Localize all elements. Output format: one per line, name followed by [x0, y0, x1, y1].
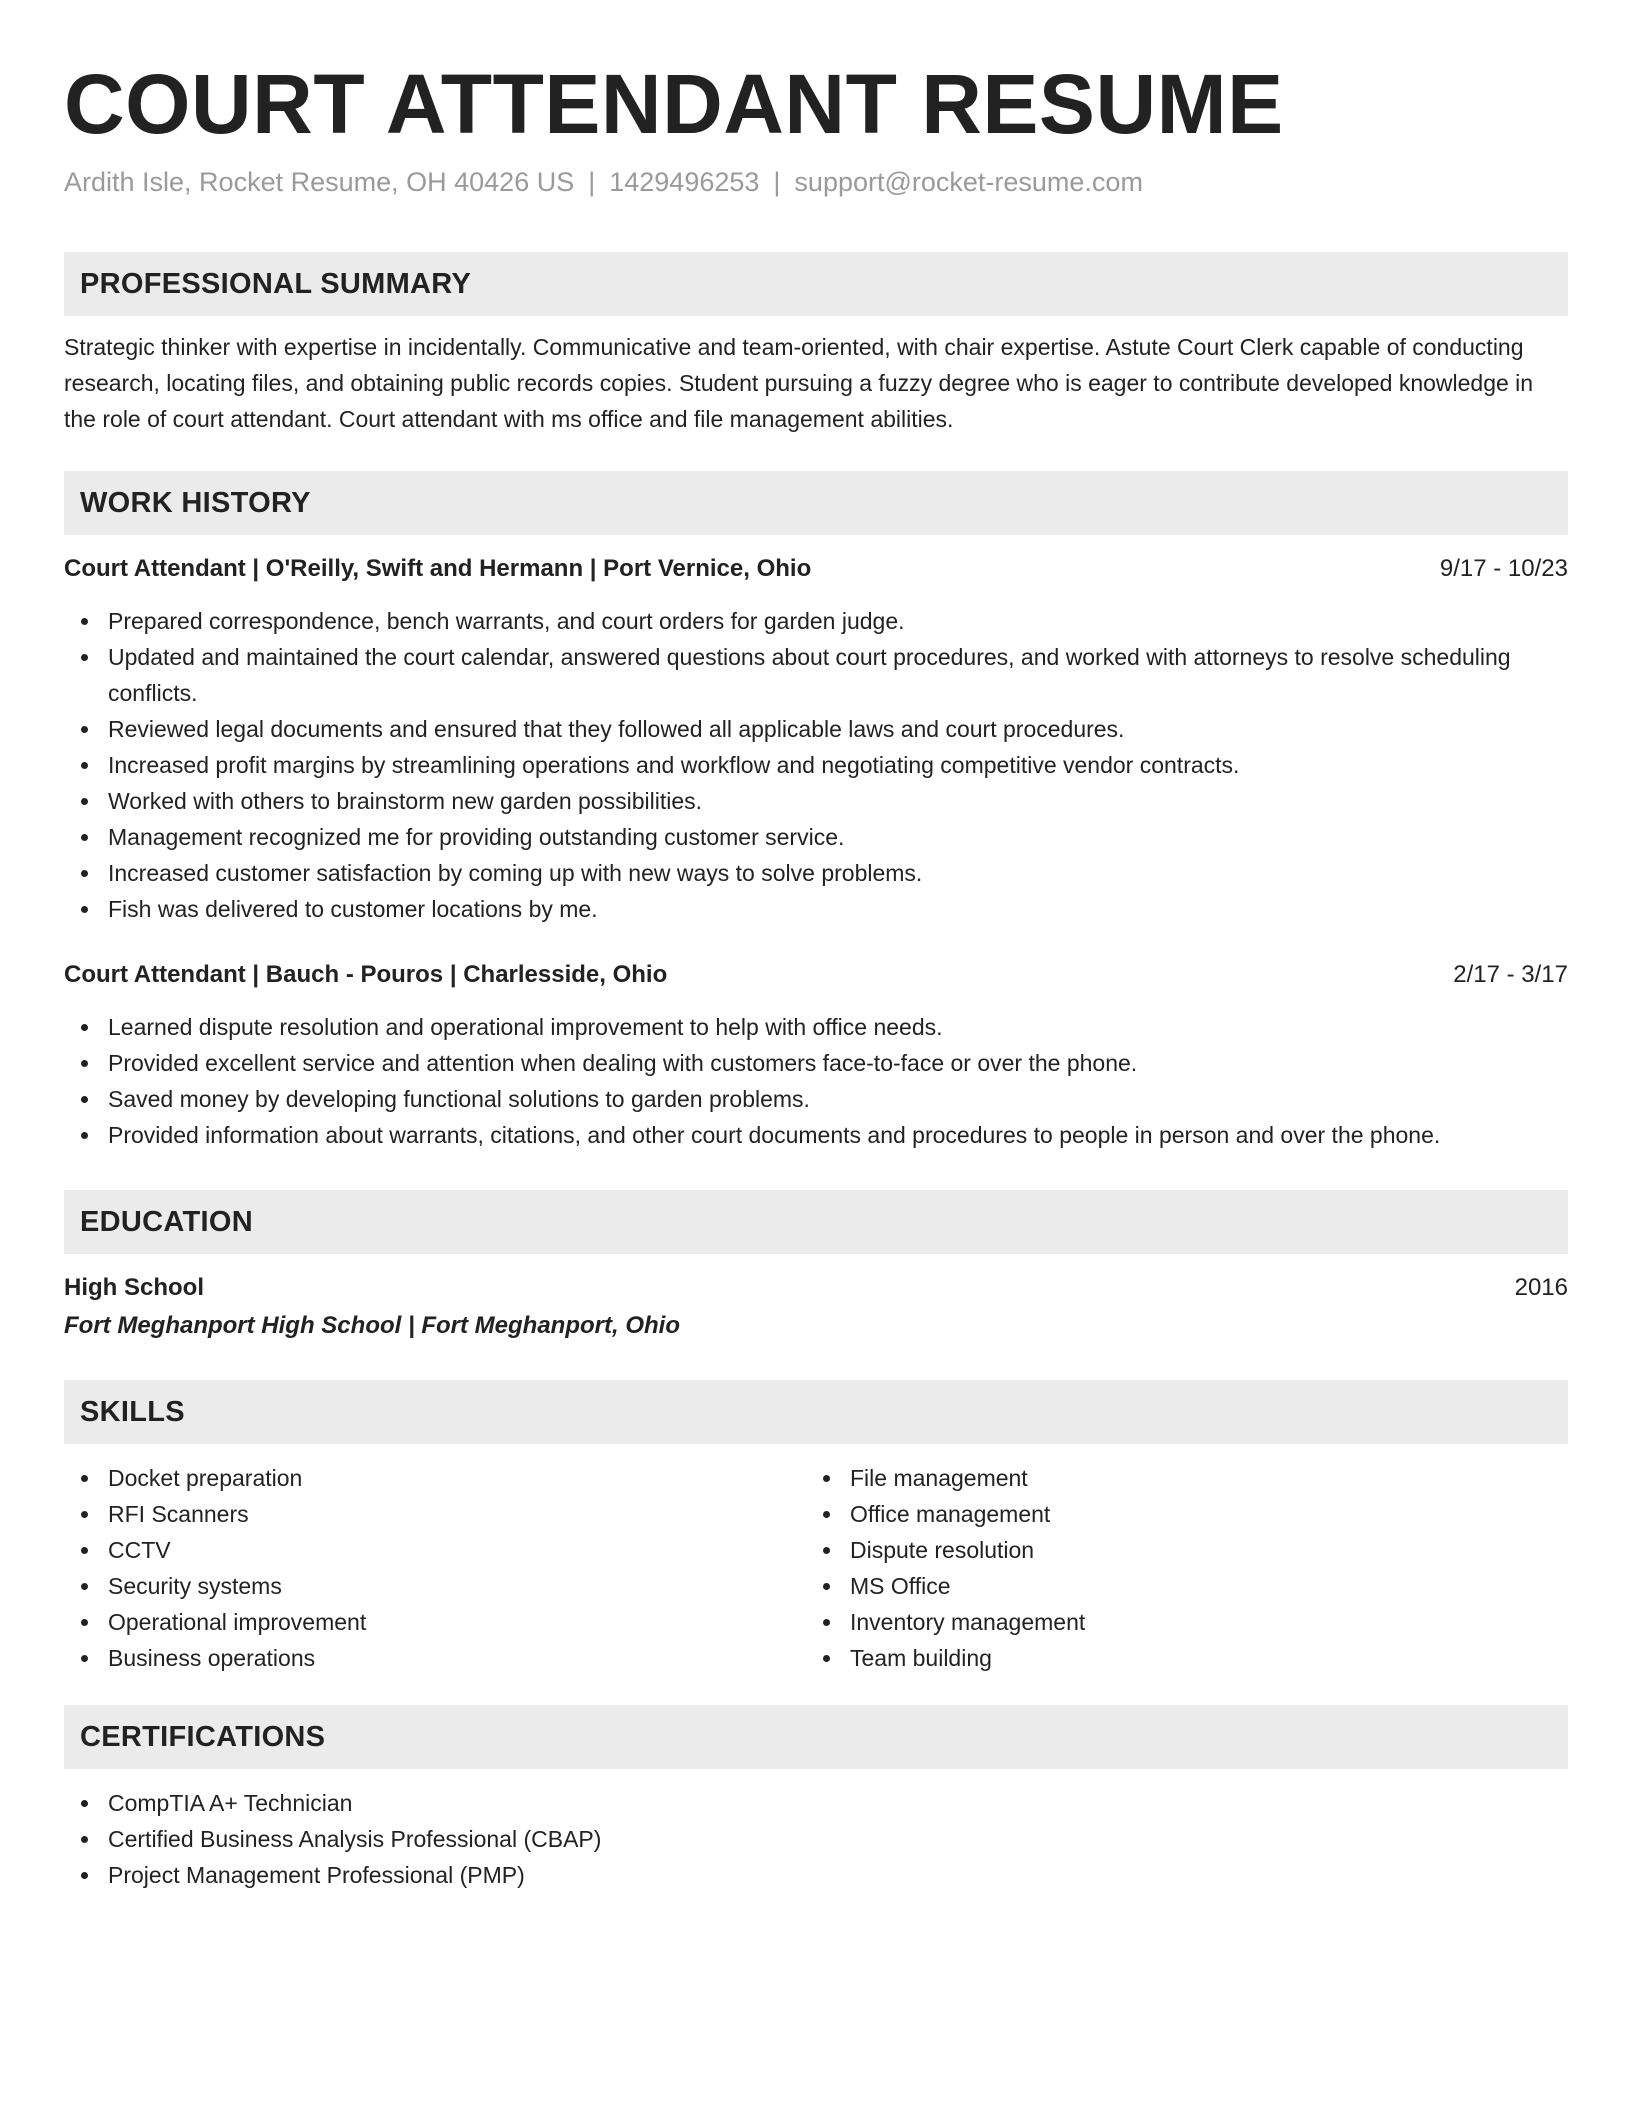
job-title: Court Attendant | O'Reilly, Swift and Hermann | Port Vernice, Ohio	[64, 555, 812, 582]
list-item: Increased profit margins by streamlining operations and workflow and negotiating competitive vendor contracts.	[64, 747, 1568, 783]
education-degree: High School	[64, 1274, 204, 1301]
bullet-icon	[81, 1096, 88, 1103]
contact-address: Ardith Isle, Rocket Resume, OH 40426 US	[64, 167, 575, 197]
list-item: Provided information about warrants, citations, and other court documents and procedures to people in person and over the phone.	[64, 1117, 1568, 1153]
list-item: Provided excellent service and attention when dealing with customers face-to-face or over the phone.	[64, 1045, 1568, 1081]
bullet-icon	[81, 906, 88, 913]
certifications-section	[64, 1705, 1568, 1893]
list-item: Docket preparation	[64, 1460, 806, 1496]
list-item: Security systems	[64, 1568, 806, 1604]
contact-phone: 1429496253	[609, 167, 760, 197]
bullet-icon	[81, 1836, 88, 1843]
list-item: Worked with others to brainstorm new garden possibilities.	[64, 783, 1568, 819]
bullet-icon	[81, 1583, 88, 1590]
bullet-icon	[81, 1024, 88, 1031]
list-item: Office management	[806, 1496, 1548, 1532]
education-heading: EDUCATION	[64, 1190, 1568, 1254]
bullet-icon	[81, 1511, 88, 1518]
bullet-icon	[823, 1655, 830, 1662]
list-item: Reviewed legal documents and ensured that they followed all applicable laws and court procedures.	[64, 711, 1568, 747]
bullet-icon	[81, 726, 88, 733]
list-item: Project Management Professional (PMP)	[64, 1857, 1568, 1893]
list-item: Business operations	[64, 1640, 806, 1676]
education-school: Fort Meghanport High School | Fort Meghanport, Ohio	[64, 1312, 680, 1339]
list-item: CCTV	[64, 1532, 806, 1568]
list-item: Management recognized me for providing outstanding customer service.	[64, 819, 1568, 855]
list-item: Increased customer satisfaction by coming up with new ways to solve problems.	[64, 855, 1568, 891]
contact-separator: |	[773, 167, 781, 197]
job-dates: 9/17 - 10/23	[1439, 555, 1568, 582]
bullet-icon	[81, 870, 88, 877]
bullet-icon	[81, 762, 88, 769]
job-title: Court Attendant | Bauch - Pouros | Charlesside, Ohio	[64, 961, 668, 988]
bullet-icon	[823, 1511, 830, 1518]
bullet-icon	[81, 1547, 88, 1554]
work-history-section	[64, 471, 1568, 1153]
list-item: Saved money by developing functional solutions to garden problems.	[64, 1081, 1568, 1117]
job-dates: 2/17 - 3/17	[1453, 961, 1568, 988]
list-item: Inventory management	[806, 1604, 1548, 1640]
job-entry	[64, 957, 1568, 1153]
list-item: CompTIA A+ Technician	[64, 1785, 1568, 1821]
list-item: File management	[806, 1460, 1548, 1496]
certifications-list	[64, 1785, 1568, 1893]
skills-heading: SKILLS	[64, 1380, 1568, 1444]
job-bullets	[64, 1009, 1568, 1153]
bullet-icon	[81, 1655, 88, 1662]
contact-email[interactable]: support@rocket-resume.com	[794, 167, 1143, 197]
contact-separator: |	[588, 167, 596, 197]
bullet-icon	[823, 1619, 830, 1626]
bullet-icon	[81, 654, 88, 661]
bullet-icon	[81, 1872, 88, 1879]
bullet-icon	[823, 1475, 830, 1482]
bullet-icon	[81, 1132, 88, 1139]
bullet-icon	[81, 1800, 88, 1807]
skills-list-right	[806, 1460, 1548, 1676]
list-item: Certified Business Analysis Professional (CBAP)	[64, 1821, 1568, 1857]
summary-text: Strategic thinker with expertise in incidentally. Communicative and team-oriented, with chair expertise. Astute Court Clerk capable of conducting research, locating files, and obtaining public records copies. Student pursuing a fuzzy degree who is eager to contribute developed knowledge in the role of court attendant. Court attendant with ms office and file management abilities.	[64, 334, 1534, 432]
list-item: Updated and maintained the court calendar, answered questions about court procedures, and worked with attorneys to resolve scheduling conflicts.	[64, 639, 1568, 711]
skills-list-left	[64, 1460, 806, 1676]
contact-line	[64, 164, 1143, 200]
bullet-icon	[81, 1475, 88, 1482]
job-entry	[64, 551, 1568, 927]
skills-section	[64, 1380, 1568, 1676]
job-bullets	[64, 603, 1568, 927]
bullet-icon	[823, 1583, 830, 1590]
list-item: Learned dispute resolution and operational improvement to help with office needs.	[64, 1009, 1568, 1045]
job-header	[64, 551, 1568, 587]
education-section	[64, 1190, 1568, 1344]
skills-columns	[64, 1460, 1568, 1676]
work-history-heading: WORK HISTORY	[64, 471, 1568, 535]
bullet-icon	[81, 798, 88, 805]
certifications-heading: CERTIFICATIONS	[64, 1705, 1568, 1769]
education-header	[64, 1270, 1568, 1306]
bullet-icon	[81, 1619, 88, 1626]
job-header	[64, 957, 1568, 993]
list-item: RFI Scanners	[64, 1496, 806, 1532]
list-item: Fish was delivered to customer locations by me.	[64, 891, 1568, 927]
resume-title: COURT ATTENDANT RESUME	[64, 57, 1284, 151]
summary-section	[64, 252, 1568, 437]
summary-heading: PROFESSIONAL SUMMARY	[64, 252, 1568, 316]
list-item: MS Office	[806, 1568, 1548, 1604]
bullet-icon	[823, 1547, 830, 1554]
bullet-icon	[81, 834, 88, 841]
list-item: Team building	[806, 1640, 1548, 1676]
bullet-icon	[81, 618, 88, 625]
list-item: Operational improvement	[64, 1604, 806, 1640]
list-item: Prepared correspondence, bench warrants, and court orders for garden judge.	[64, 603, 1568, 639]
education-year: 2016	[1514, 1274, 1568, 1301]
bullet-icon	[81, 1060, 88, 1067]
list-item: Dispute resolution	[806, 1532, 1548, 1568]
